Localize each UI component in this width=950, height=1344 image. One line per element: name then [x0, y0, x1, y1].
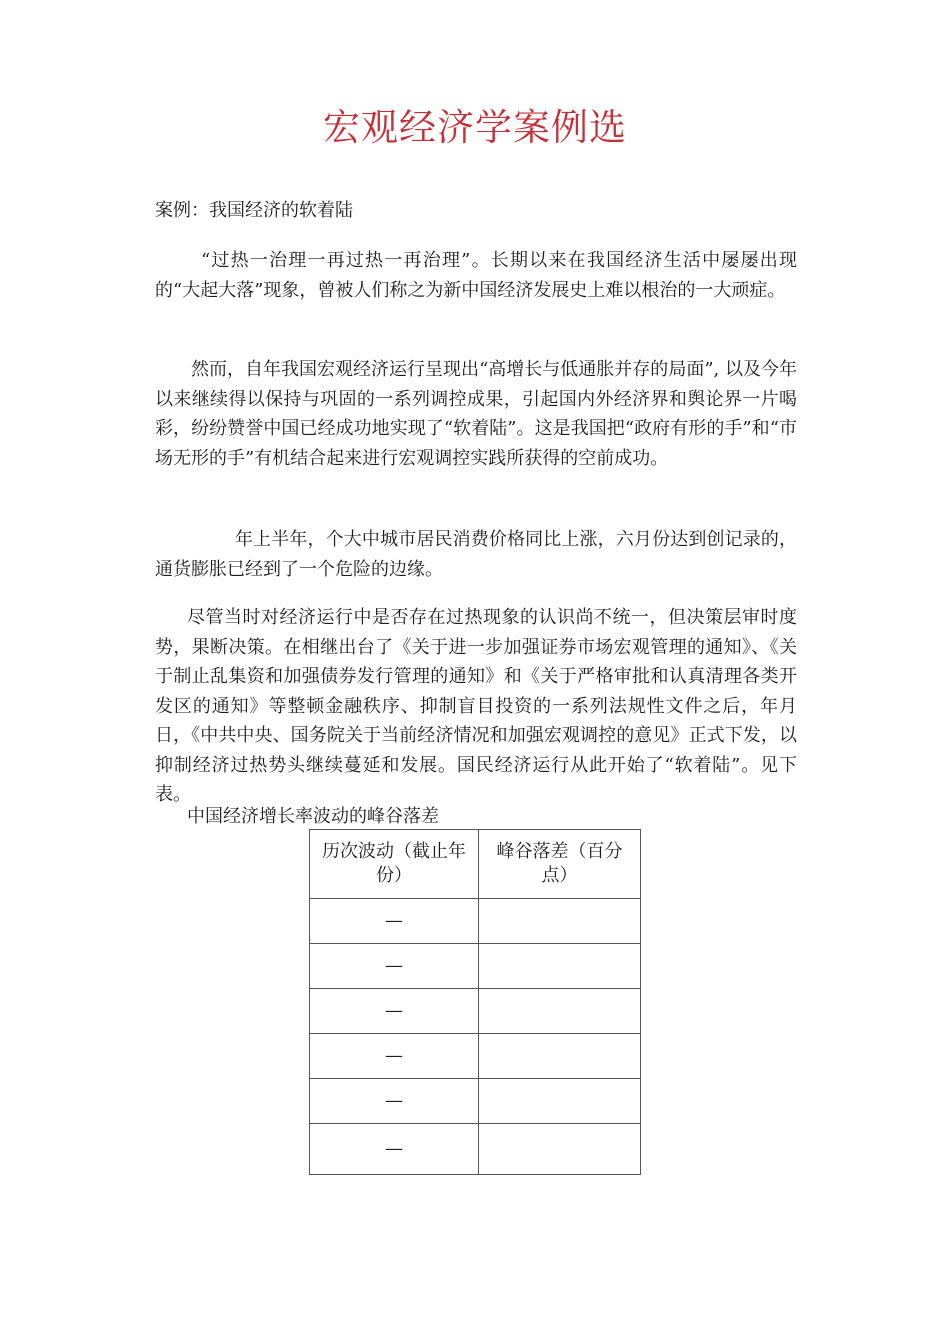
table-cell-gap — [479, 1034, 641, 1079]
paragraph-1: “过热一治理一再过热一再治理”。长期以来在我国经济生活中屡屡出现的“大起大落”现象，曾被人们称之为新中国经济发展史上难以根治的一大顽症。 — [155, 250, 797, 301]
table-cell-gap — [479, 899, 641, 944]
paragraph-4: 尽管当时对经济运行中是否存在过热现象的认识尚不统一，但决策层审时度势，果断决策。在相继出台了《关于进一步加强证券市场宏观管理的通知》、《关于制止乱集资和加强债券发行管理的通知》和《关于严格审批和认真清理各类开发区的通知》等整顿金融秩序、抑制盲目投资的一系列法规性文件之后，年月日，《中共中央、国务院关于当前经济情况和加强宏观调控的意见》正式下发，以抑制经济过热势头继续蔓延和发展。国民经济运行从此开始了“软着陆”。见下表。 — [155, 607, 797, 805]
page-title: 宏观经济学案例选 — [323, 106, 627, 149]
table-row — [310, 1034, 641, 1079]
table-row — [310, 1124, 641, 1175]
table-caption: 中国经济增长率波动的峰谷落差 — [187, 806, 439, 827]
table-cell-gap — [479, 989, 641, 1034]
table-row — [310, 899, 641, 944]
table-row — [310, 989, 641, 1034]
table-row — [310, 944, 641, 989]
fluctuation-table — [309, 829, 641, 1175]
table-cell-period: — — [310, 944, 479, 989]
table-cell-period: — — [310, 899, 479, 944]
table-cell-period: — — [310, 1034, 479, 1079]
table-cell-gap — [479, 944, 641, 989]
table-cell-gap — [479, 1124, 641, 1175]
table-cell-period: — — [310, 989, 479, 1034]
paragraph-2: 然而，自年我国宏观经济运行呈现出“高增长与低通胀并存的局面”, 以及今年以来继续得以保持与巩固的一系列调控成果，引起国内外经济界和舆论界一片喝彩，纷纷赞誉中国已经成功地实现了“软着陆”。这是我国把“政府有形的手”和“市场无形的手”有机结合起来进行宏观调控实践所获得的空前成功。 — [155, 359, 797, 469]
table-cell-period: — — [310, 1079, 479, 1124]
table-cell-period: — — [310, 1124, 479, 1175]
paragraph-3: 年上半年，个大中城市居民消费价格同比上涨，六月份达到创记录的，通货膨胀已经到了一个危险的边缘。 — [155, 529, 797, 580]
column-header-period: 历次波动（截止年份） — [310, 830, 479, 899]
column-header-gap: 峰谷落差（百分点） — [479, 830, 641, 899]
table-row — [310, 1079, 641, 1124]
case-subtitle: 案例：我国经济的软着陆 — [155, 200, 353, 221]
table-header-row — [310, 830, 641, 899]
table-cell-gap — [479, 1079, 641, 1124]
